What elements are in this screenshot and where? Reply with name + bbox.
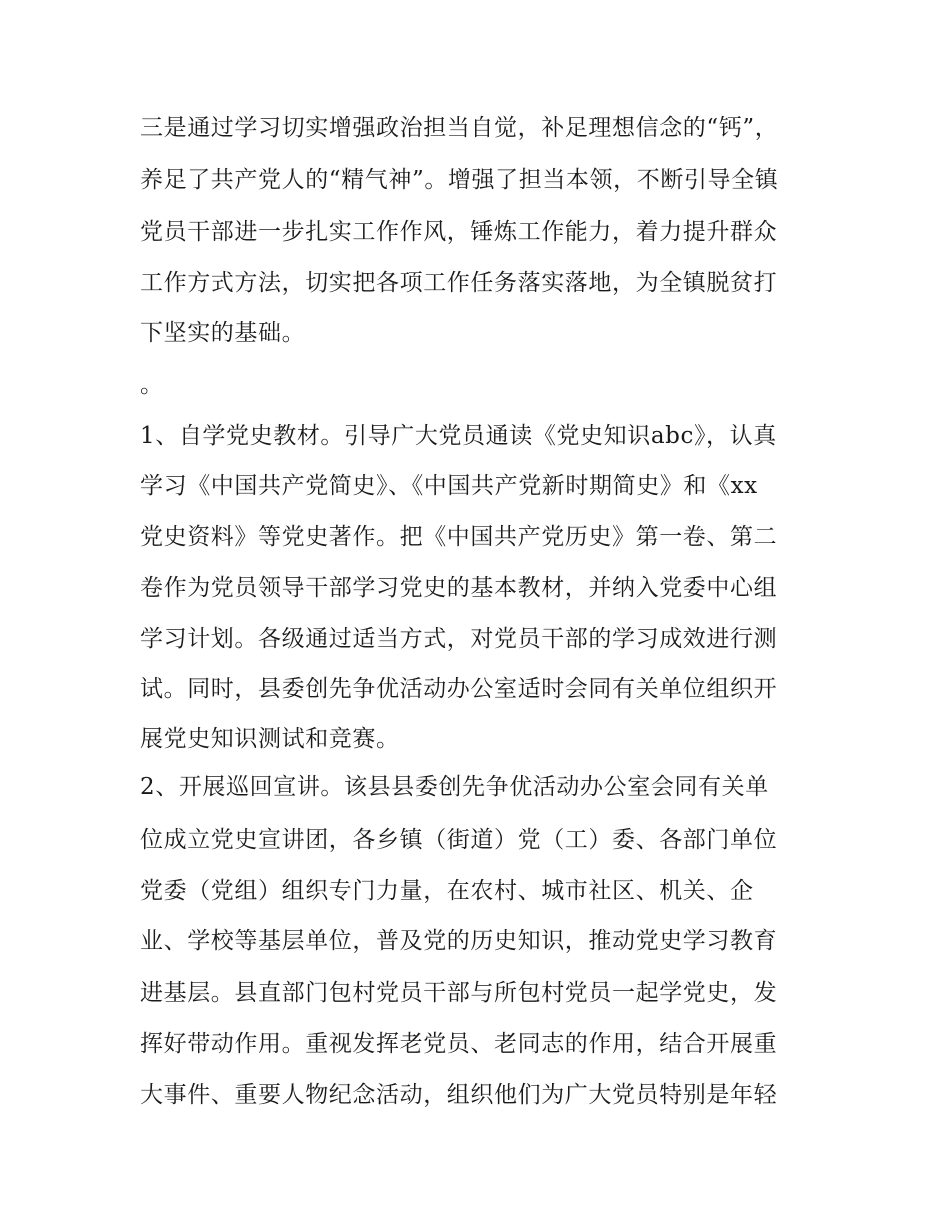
paragraph-2-line-1: 。 <box>140 372 164 398</box>
paragraph-4-line-4: 业、学校等基层单位，普及党的历史知识，推动党史学习教育 <box>140 928 778 954</box>
paragraph-4-line-3: 党委（党组）组织专门力量，在农村、城市社区、机关、企 <box>140 878 754 904</box>
paragraph-3-line-1: 1、自学党史教材。引导广大党员通读《党史知识abc》，认真 <box>140 423 777 449</box>
paragraph-4-line-2: 位成立党史宣讲团，各乡镇（街道）党（工）委、各部门单位 <box>140 827 778 853</box>
paragraph-3-line-4: 卷作为党员领导干部学习党史的基本教材，并纳入党委中心组 <box>140 575 778 601</box>
paragraph-3-line-6: 试。同时，县委创先争优活动办公室适时会同有关单位组织开 <box>140 676 778 702</box>
paragraph-4-line-1: 2、开展巡回宣讲。该县县委创先争优活动办公室会同有关单 <box>140 774 769 800</box>
paragraph-3-line-3: 党史资料》等党史著作。把《中国共产党历史》第一卷、第二 <box>140 524 778 550</box>
paragraph-1-line-4: 工作方式方法，切实把各项工作任务落实落地，为全镇脱贫打 <box>140 270 778 296</box>
paragraph-4-line-7: 大事件、重要人物纪念活动，组织他们为广大党员特别是年轻 <box>140 1082 778 1108</box>
paragraph-3-line-5: 学习计划。各级通过适当方式，对党员干部的学习成效进行测 <box>140 626 778 652</box>
paragraph-3-line-2: 学习《中国共产党简史》、《中国共产党新时期简史》和《xx <box>140 473 758 499</box>
paragraph-1-line-5: 下坚实的基础。 <box>140 320 306 346</box>
paragraph-3-line-7: 展党史知识测试和竞赛。 <box>140 726 400 752</box>
paragraph-4-line-5: 进基层。县直部门包村党员干部与所包村党员一起学党史，发 <box>140 980 778 1006</box>
paragraph-1-line-2: 养足了共产党人的“精气神”。增强了担当本领，不断引导全镇 <box>140 167 779 193</box>
paragraph-4-line-6: 挥好带动作用。重视发挥老党员、老同志的作用，结合开展重 <box>140 1031 778 1057</box>
paragraph-1-line-1: 三是通过学习切实增强政治担当自觉，补足理想信念的“钙”， <box>140 115 779 141</box>
paragraph-1-line-3: 党员干部进一步扎实工作作风，锤炼工作能力，着力提升群众 <box>140 219 778 245</box>
